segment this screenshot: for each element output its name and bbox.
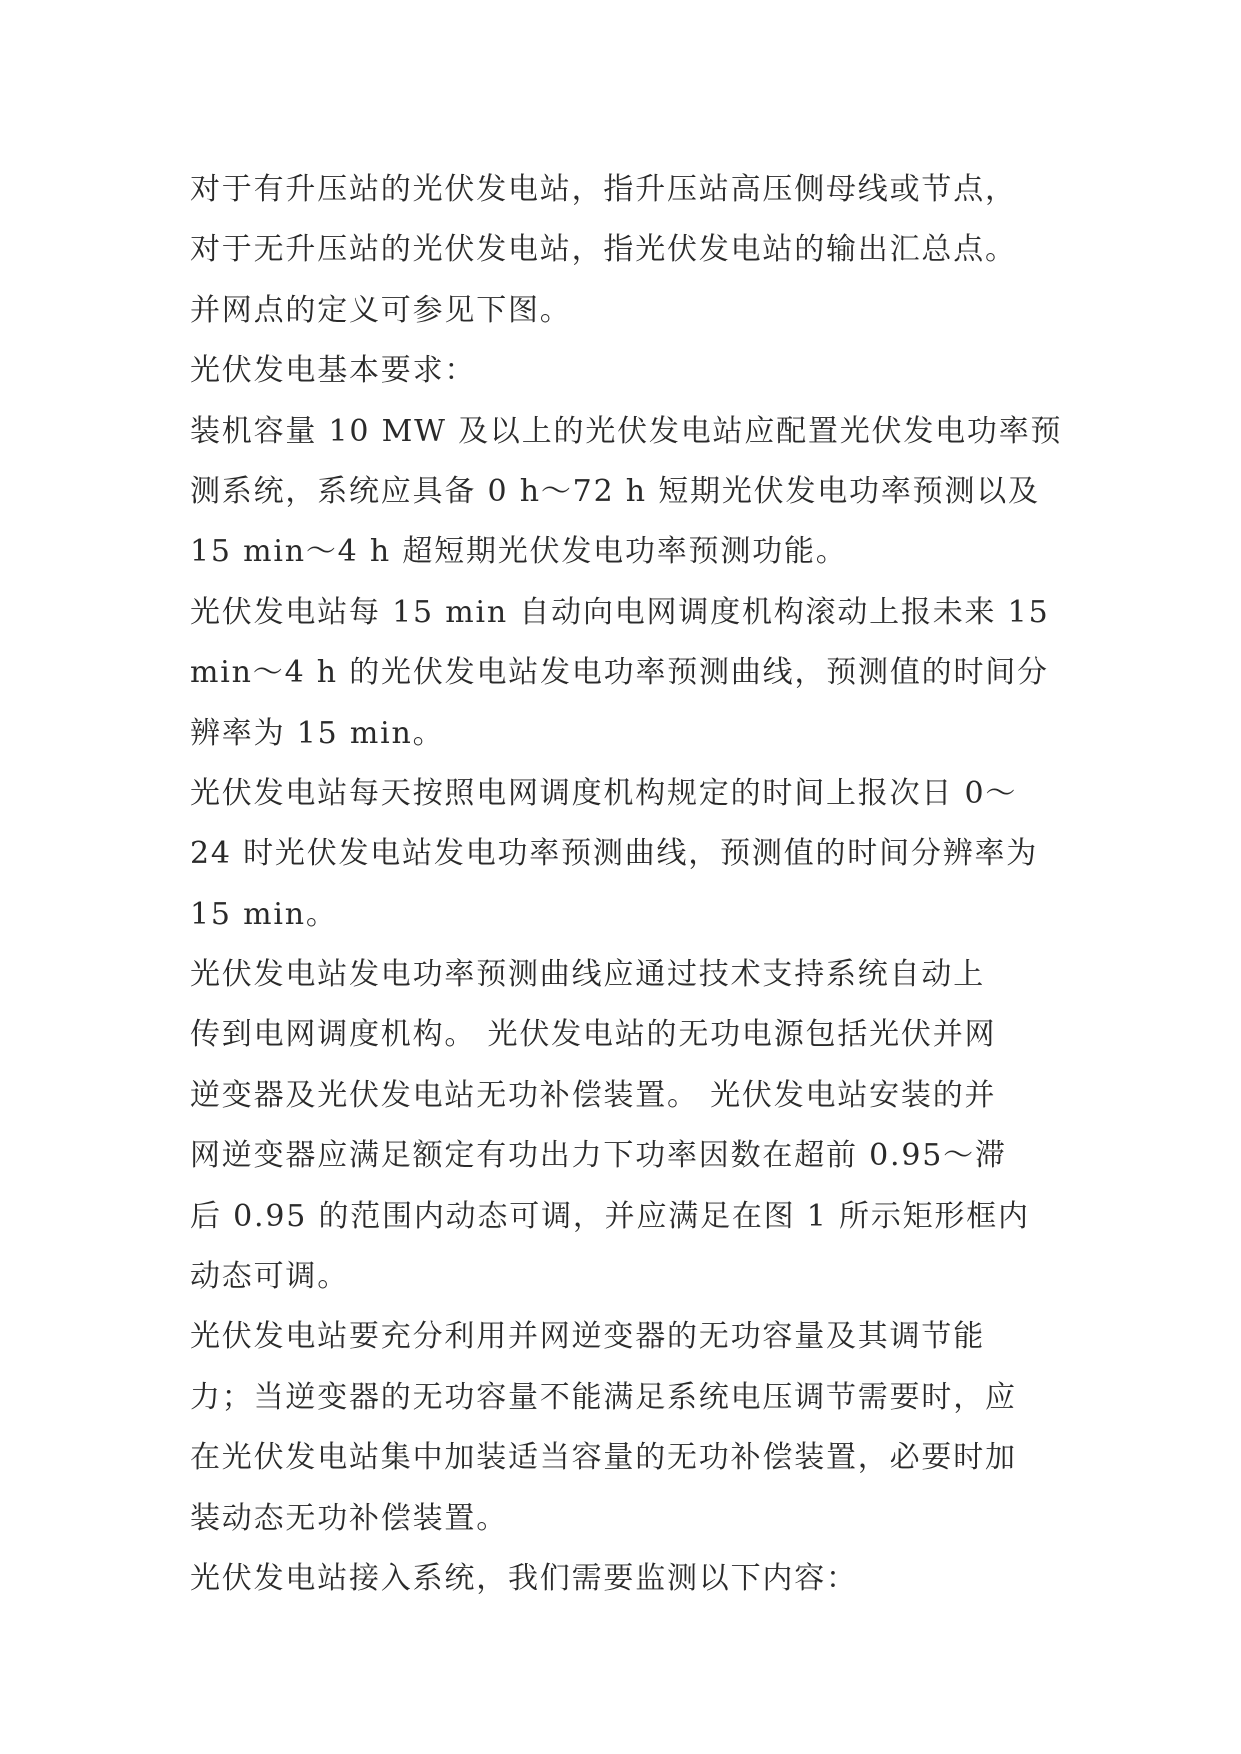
text-line: 光伏发电站发电功率预测曲线应通过技术支持系统自动上 [190, 957, 985, 993]
text-line: 逆变器及光伏发电站无功补偿装置。 光伏发电站安装的并 [190, 1077, 997, 1113]
text-line: 传到电网调度机构。 光伏发电站的无功电源包括光伏并网 [190, 1017, 997, 1053]
text-line: 力；当逆变器的无功容量不能满足系统电压调节需要时，应 [190, 1379, 1017, 1415]
text-line: 15 min。 [190, 896, 338, 932]
text-line: 装动态无功补偿装置。 [190, 1500, 508, 1536]
text-line: 光伏发电站要充分利用并网逆变器的无功容量及其调节能 [190, 1319, 985, 1355]
text-line: 光伏发电站每 15 min 自动向电网调度机构滚动上报未来 15 [190, 594, 1050, 630]
text-line: 光伏发电基本要求： [190, 353, 477, 389]
text-line: 测系统，系统应具备 0 h～72 h 短期光伏发电功率预测以及 [190, 473, 1040, 509]
document-body [190, 160, 1070, 1609]
text-line: 光伏发电站接入系统，我们需要监测以下内容： [190, 1560, 858, 1596]
text-line: 24 时光伏发电站发电功率预测曲线，预测值的时间分辨率为 [190, 836, 1039, 872]
text-line: 光伏发电站每天按照电网调度机构规定的时间上报次日 0～ [190, 775, 1018, 811]
text-line: min～4 h 的光伏发电站发电功率预测曲线，预测值的时间分 [190, 655, 1049, 691]
text-line: 对于有升压站的光伏发电站，指升压站高压侧母线或节点， [190, 172, 1017, 207]
text-line: 对于无升压站的光伏发电站，指光伏发电站的输出汇总点。 [190, 232, 1017, 268]
text-line: 并网点的定义可参见下图。 [190, 292, 572, 328]
text-line: 后 0.95 的范围内动态可调，并应满足在图 1 所示矩形框内 [190, 1198, 1030, 1234]
text-line: 辨率为 15 min。 [190, 715, 445, 751]
text-line: 动态可调。 [190, 1259, 349, 1295]
text-line: 网逆变器应满足额定有功出力下功率因数在超前 0.95～滞 [190, 1138, 1007, 1174]
text-line: 15 min～4 h 超短期光伏发电功率预测功能。 [190, 534, 848, 570]
text-line: 在光伏发电站集中加装适当容量的无功补偿装置，必要时加 [190, 1440, 1017, 1476]
text-line: 装机容量 10 MW 及以上的光伏发电站应配置光伏发电功率预 [190, 413, 1063, 449]
